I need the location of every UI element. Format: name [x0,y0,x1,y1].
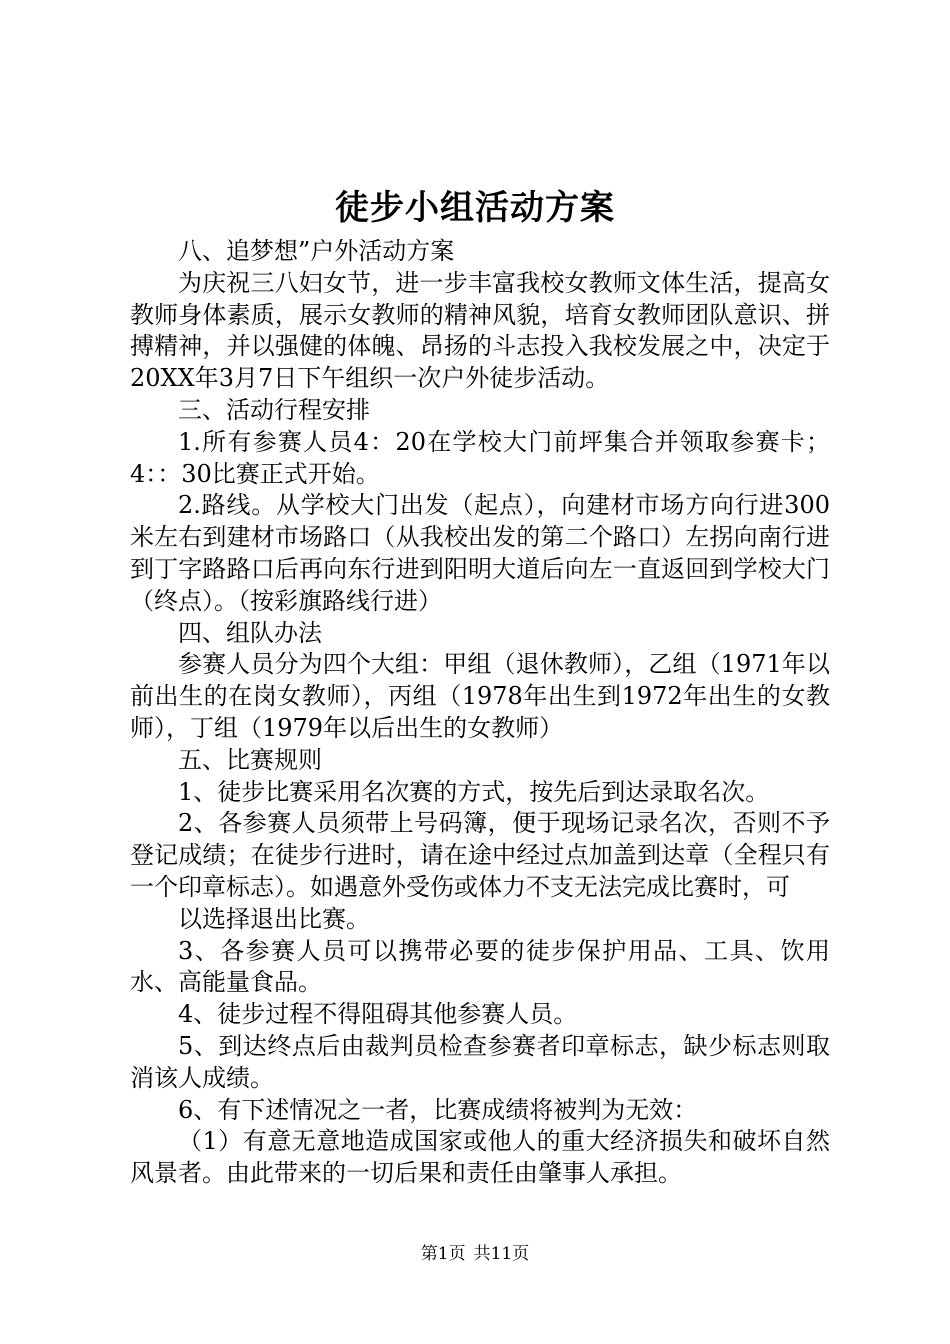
paragraph: （1）有意无意地造成国家或他人的重大经济损失和破坏自然风景者。由此带来的一切后果和责任由肇事人承担。 [130,1127,830,1188]
section-heading: 五、比赛规则 [178,745,322,774]
paragraph: 6、有下述情况之一者，比赛成绩将被判为无效： [178,1095,698,1124]
paragraph: 以选择退出比赛。 [178,904,370,933]
paragraph: 1.所有参赛人员4：20在学校大门前坪集合并领取参赛卡；4：：30比赛正式开始。 [130,427,830,488]
page-number-total: 共11页 [473,1244,530,1264]
paragraph: 2.路线。从学校大门出发（起点），向建材市场方向行进300米左右到建材市场路口（从我校出发的第二个路口）左拐向南行进到丁字路路口后再向东行进到阳明大道后向左一直返回到学校大门（终点）。（按彩旗路线行进） [130,491,830,615]
document-body [130,236,830,1190]
paragraph: 为庆祝三八妇女节，进一步丰富我校女教师文体生活，提高女教师身体素质，展示女教师的精神风貌，培育女教师团队意识、拼搏精神，并以强健的体魄、昂扬的斗志投入我校发展之中，决定于20XX年3月7日下午组织一次户外徒步活动。 [130,268,830,393]
paragraph-heading: 八、追梦想”户外活动方案 [178,237,455,265]
paragraph: 参赛人员分为四个大组：甲组（退休教师），乙组（1971年以前出生的在岗女教师），丙组（1978年出生到1972年出生的女教师），丁组（1979年以后出生的女教师） [130,650,830,742]
document-title: 徒步小组活动方案 [335,188,615,228]
page-number-current: 第1页 [420,1244,466,1264]
section-heading: 三、活动行程安排 [178,395,370,424]
paragraph: 5、到达终点后由裁判员检查参赛者印章标志，缺少标志则取消该人成绩。 [130,1031,830,1092]
paragraph: 2、各参赛人员须带上号码簿，便于现场记录名次，否则不予登记成绩；在徒步行进时，请在途中经过点加盖到达章（全程只有一个印章标志）。如遇意外受伤或体力不支无法完成比赛时，可 [130,809,830,901]
page-footer [0,1242,950,1266]
paragraph: 3、各参赛人员可以携带必要的徒步保护用品、工具、饮用水、高能量食品。 [130,936,830,997]
section-heading: 四、组队办法 [178,618,322,647]
paragraph: 4、徒步过程不得阻碍其他参赛人员。 [178,1000,578,1029]
paragraph: 1、徒步比赛采用名次赛的方式，按先后到达录取名次。 [178,777,770,806]
